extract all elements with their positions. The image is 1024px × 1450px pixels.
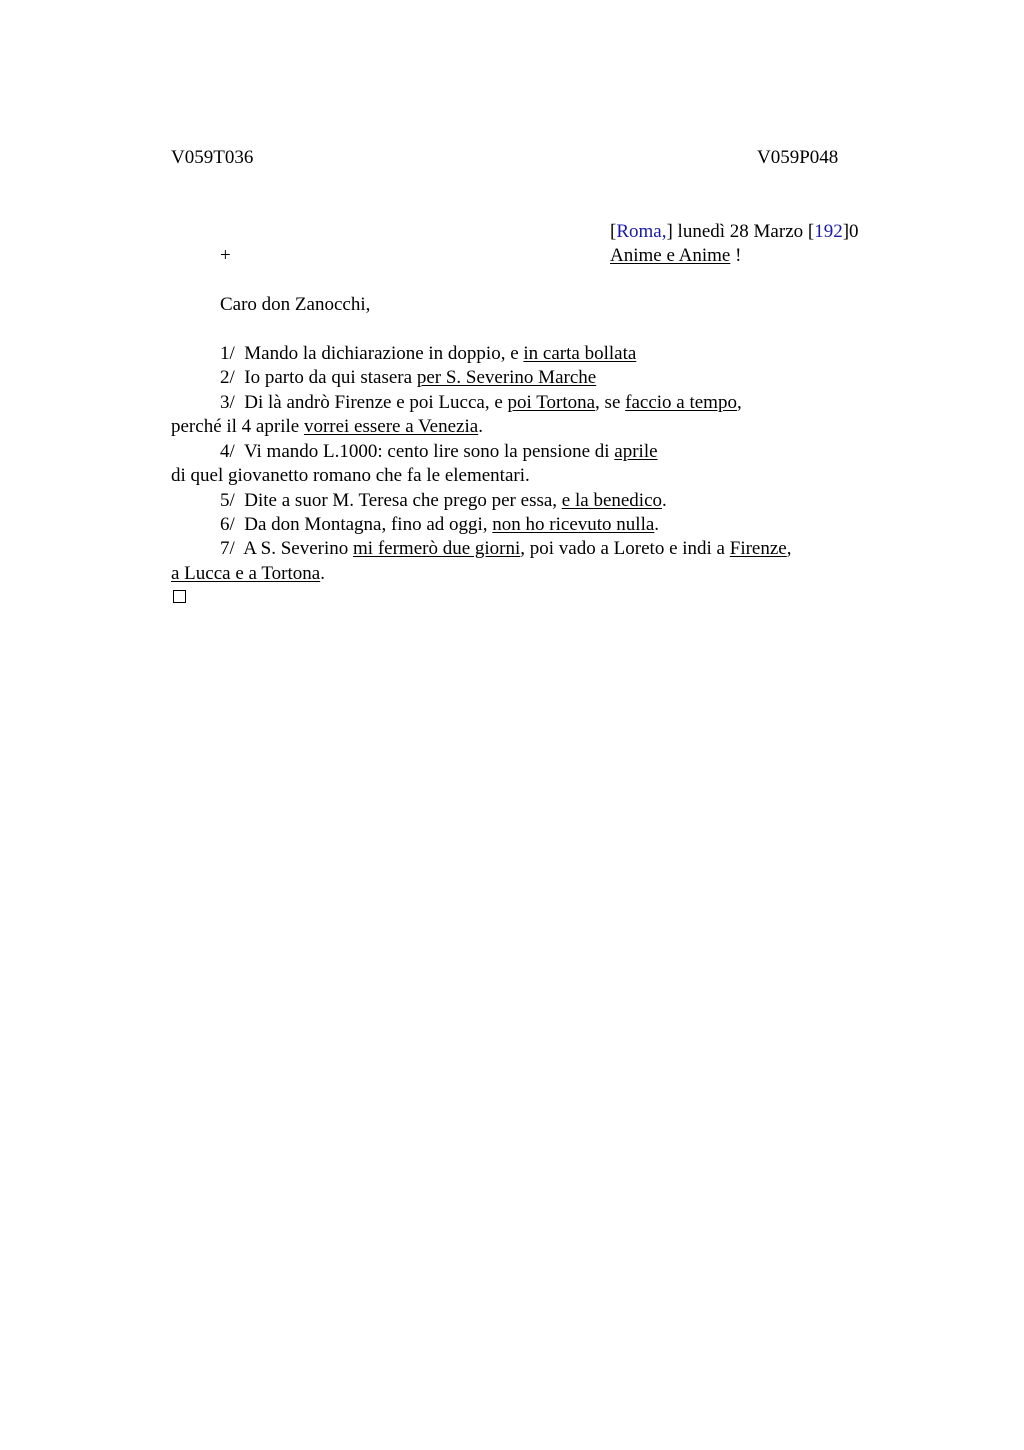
motto-text: Anime e Anime (610, 245, 731, 266)
item-number: 4/ (220, 441, 235, 462)
item-text: , (736, 392, 742, 413)
item-number: 3/ (220, 392, 235, 413)
dateline (610, 220, 859, 244)
motto (610, 244, 741, 268)
list-item-continuation (171, 464, 530, 488)
list-item (220, 391, 742, 415)
item-text: Io parto da qui stasera (244, 367, 417, 388)
list-item (220, 489, 667, 513)
list-item (220, 513, 659, 537)
item-number: 1/ (220, 343, 235, 364)
salutation: Caro don Zanocchi, (220, 294, 371, 315)
underlined-text: e la benedico (561, 490, 663, 511)
item-text: . (662, 490, 667, 511)
list-item (220, 366, 596, 390)
bracket: [ (807, 221, 815, 242)
list-item-continuation (171, 415, 483, 439)
underlined-text: aprile (614, 441, 658, 462)
list-item (220, 440, 658, 464)
underlined-text: per S. Severino Marche (416, 367, 597, 388)
underlined-text: in carta bollata (523, 343, 637, 364)
item-text: . (478, 416, 483, 437)
underlined-text: poi Tortona (507, 392, 596, 413)
item-number: 7/ (220, 538, 235, 559)
underlined-text: a Lucca e a Tortona (171, 563, 321, 584)
cross-symbol: + (220, 245, 231, 266)
item-number: 2/ (220, 367, 235, 388)
bracket: [ (610, 221, 617, 242)
underlined-text: faccio a tempo (625, 392, 737, 413)
item-text: Mando la dichiarazione in doppio, e (244, 343, 524, 364)
item-text: Vi mando L.1000: cento lire sono la pensione di (243, 441, 615, 462)
item-number: 5/ (220, 490, 235, 511)
right-reference-code: V059P048 (757, 147, 839, 168)
bracket: ] (842, 221, 850, 242)
item-text: perché il 4 aprile (171, 416, 304, 437)
place-name: Roma, (616, 221, 667, 242)
item-text: , (786, 538, 792, 559)
item-number: 6/ (220, 514, 235, 535)
motto-punct: ! (730, 245, 742, 266)
underlined-text: mi fermerò due giorni (353, 538, 521, 559)
underlined-text: vorrei essere a Venezia (303, 416, 479, 437)
year-insert: 192 (814, 221, 843, 242)
date-text: lunedì 28 Marzo (672, 221, 808, 242)
item-text: . (654, 514, 660, 535)
item-text: A S. Severino (243, 538, 354, 559)
left-reference-code: V059T036 (171, 147, 254, 168)
list-item-continuation (171, 562, 325, 586)
item-text: , poi vado a Loreto e indi a (520, 538, 730, 559)
bracket: ] (666, 221, 673, 242)
list-item (220, 537, 791, 561)
item-text: Dite a suor M. Teresa che prego per essa, (244, 490, 562, 511)
square-outline-icon (173, 590, 186, 603)
item-text: , se (595, 392, 626, 413)
underlined-text: Firenze (729, 538, 787, 559)
list-item (220, 342, 636, 366)
item-text: Di là andrò Firenze e poi Lucca, e (244, 392, 508, 413)
year-end: 0 (849, 221, 859, 242)
underlined-text: non ho ricevuto nulla (492, 514, 655, 535)
item-text: Da don Montagna, fino ad oggi, (244, 514, 493, 535)
item-text: di quel giovanetto romano che fa le elementari. (171, 465, 530, 486)
item-text: . (320, 563, 325, 584)
